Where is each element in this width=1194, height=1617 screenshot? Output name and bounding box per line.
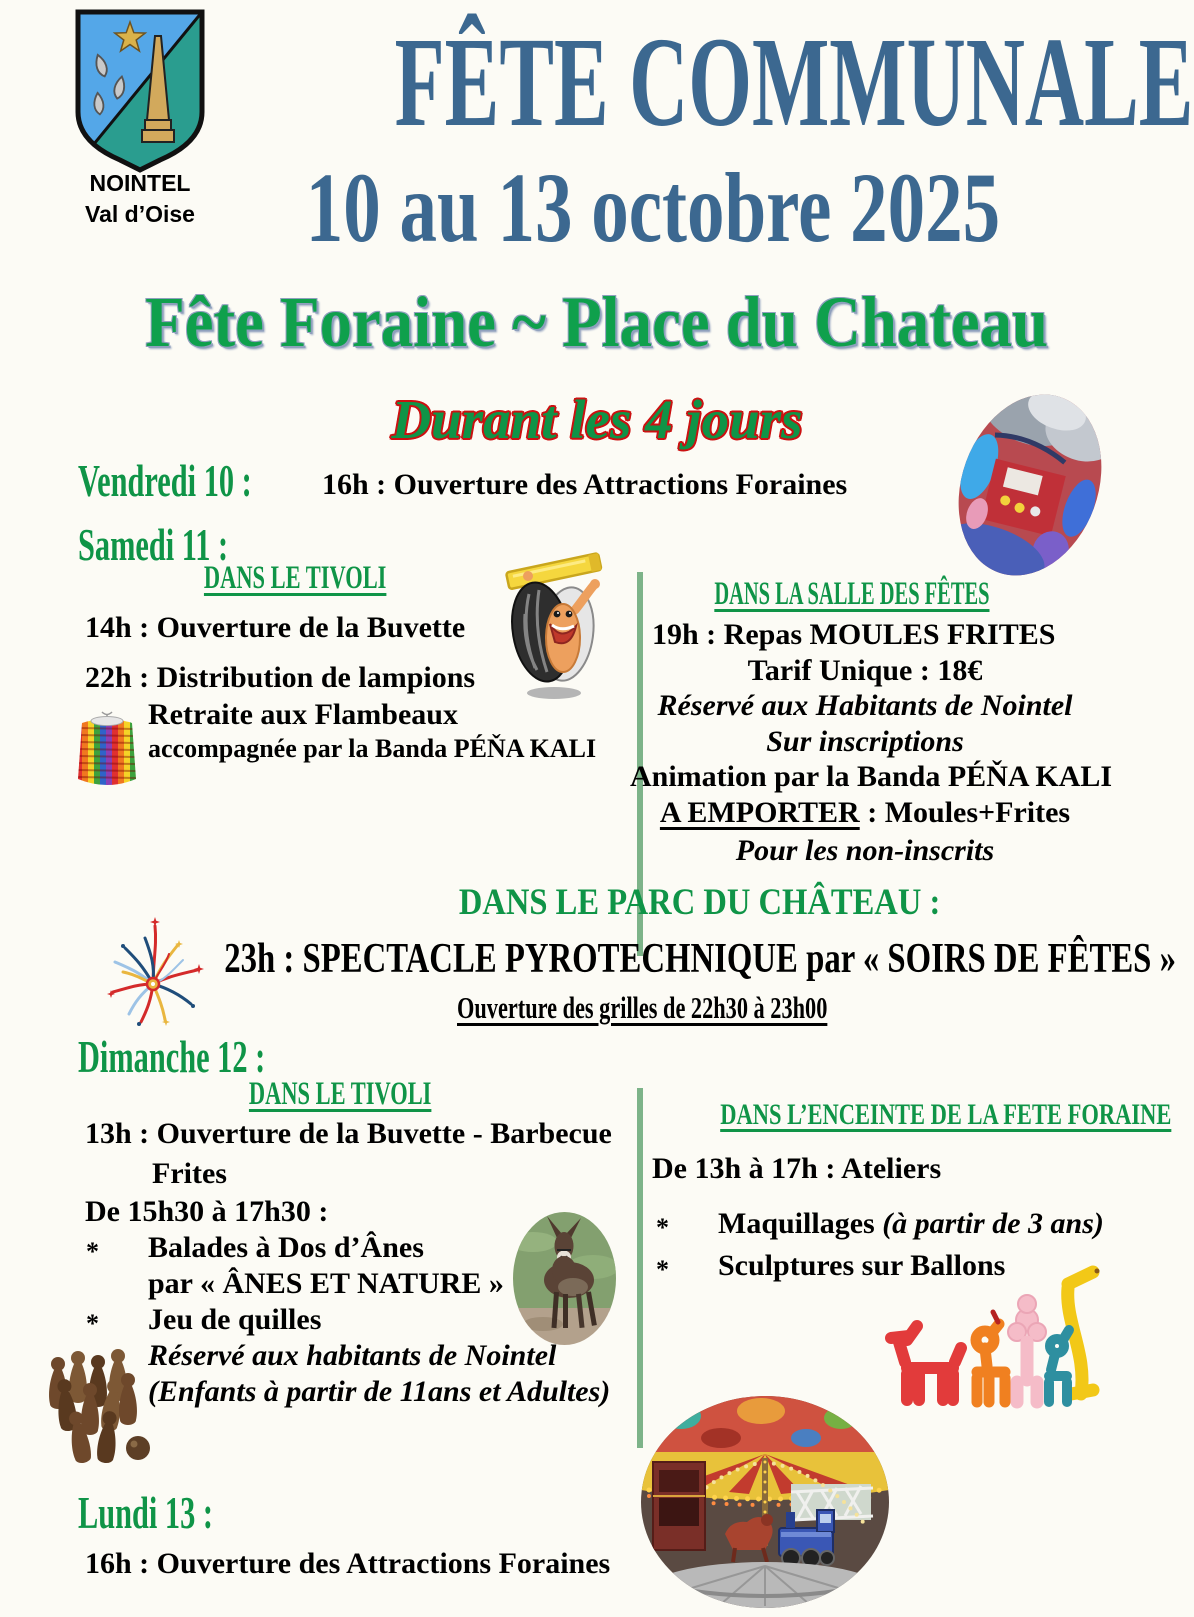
day-label-sunday: Dimanche 12 : bbox=[78, 1031, 266, 1082]
saturday-salle-line: Réservé aux Habitants de Nointel bbox=[657, 689, 1073, 722]
mussel-and-fry-mascot-icon bbox=[495, 550, 613, 702]
saturday-tivoli-line: Retraite aux Flambeaux bbox=[148, 698, 458, 731]
saturday-tivoli-header: DANS LE TIVOLI bbox=[203, 560, 387, 596]
sunday-tivoli-line: par « ÂNES ET NATURE » bbox=[148, 1267, 504, 1300]
poster-title: FÊTE COMMUNALE bbox=[394, 11, 1194, 153]
crest-commune: NOINTEL bbox=[89, 170, 191, 196]
sunday-foraine-header: DANS L’ENCEINTE DE LA FETE FORAINE bbox=[720, 1098, 1172, 1131]
sunday-foraine-bullet: Sculptures sur Ballons bbox=[718, 1249, 1006, 1282]
saturday-salle-header: DANS LA SALLE DES FÊTES bbox=[714, 576, 990, 612]
day-label-saturday: Samedi 11 : bbox=[78, 519, 229, 570]
saturday-salle-line: Animation par la Banda PÉŇA KALI bbox=[630, 760, 1113, 793]
sunday-foraine-line: De 13h à 17h : Ateliers bbox=[652, 1152, 942, 1185]
sunday-tivoli-header: DANS LE TIVOLI bbox=[248, 1076, 432, 1112]
bullet-marker: * bbox=[86, 1237, 99, 1266]
maquillages-age-note: (à partir de 3 ans) bbox=[882, 1207, 1104, 1240]
friday-event: 16h : Ouverture des Attractions Foraines bbox=[322, 468, 848, 501]
poster-dates: 10 au 13 octobre 2025 bbox=[305, 152, 1000, 263]
sunday-tivoli-bullet: Balades à Dos d’Ânes bbox=[148, 1231, 424, 1264]
day-label-monday: Lundi 13 : bbox=[78, 1487, 213, 1538]
saturday-salle-line: Pour les non-inscrits bbox=[735, 834, 995, 867]
saturday-tivoli-line: accompagnée par la Banda PÉŇA KALI bbox=[148, 734, 597, 763]
balloon-animals-photo bbox=[885, 1242, 1125, 1410]
donkey-photo bbox=[513, 1212, 616, 1345]
bullet-marker: * bbox=[656, 1255, 669, 1284]
sunday-tivoli-bullet: Jeu de quilles bbox=[148, 1303, 322, 1336]
saturday-salle-line: Sur inscriptions bbox=[766, 725, 964, 758]
monday-event: 16h : Ouverture des Attractions Foraines bbox=[85, 1547, 611, 1580]
takeaway-label: A EMPORTER bbox=[659, 796, 860, 829]
park-header: DANS LE PARC DU CHÂTEAU : bbox=[459, 882, 941, 923]
park-line: 23h : SPECTACLE PYROTECHNIQUE par « SOIRS DE FÊTES » bbox=[224, 936, 1176, 982]
sunday-tivoli-line: 13h : Ouverture de la Buvette - Barbecue bbox=[85, 1117, 612, 1150]
sunday-foraine-bullet bbox=[718, 1207, 1104, 1240]
sunday-tivoli-line: Frites bbox=[152, 1157, 227, 1190]
saturday-tivoli-line: 22h : Distribution de lampions bbox=[85, 661, 476, 694]
poster-subtitle: Fête Foraine ~ Place du Chateau bbox=[145, 282, 1049, 362]
sunday-tivoli-line: De 15h30 à 17h30 : bbox=[85, 1195, 329, 1228]
maquillages-label: Maquillages bbox=[718, 1207, 883, 1240]
saturday-salle-takeaway bbox=[630, 796, 1100, 829]
wooden-skittles-photo bbox=[38, 1340, 156, 1464]
takeaway-rest: : Moules+Frites bbox=[859, 796, 1071, 829]
bullet-marker: * bbox=[656, 1213, 669, 1242]
saturday-salle-line: 19h : Repas MOULES FRITES bbox=[652, 618, 1056, 651]
carousel-photo bbox=[641, 1396, 889, 1608]
park-line: Ouverture des grilles de 22h30 à 23h00 bbox=[456, 990, 828, 1025]
crest-department: Val d’Oise bbox=[85, 201, 195, 227]
bullet-marker: * bbox=[86, 1309, 99, 1338]
sunday-tivoli-line: Réservé aux habitants de Nointel bbox=[148, 1339, 557, 1372]
poster-banner: Durant les 4 jours bbox=[391, 389, 803, 450]
day-label-friday: Vendredi 10 : bbox=[78, 455, 252, 506]
rainbow-paper-lantern-icon bbox=[74, 710, 140, 794]
column-divider bbox=[637, 1088, 643, 1448]
saturday-tivoli-line: 14h : Ouverture de la Buvette bbox=[85, 611, 466, 644]
sunday-tivoli-line: (Enfants à partir de 11ans et Adultes) bbox=[148, 1375, 611, 1408]
saturday-salle-line: Tarif Unique : 18€ bbox=[747, 654, 983, 687]
